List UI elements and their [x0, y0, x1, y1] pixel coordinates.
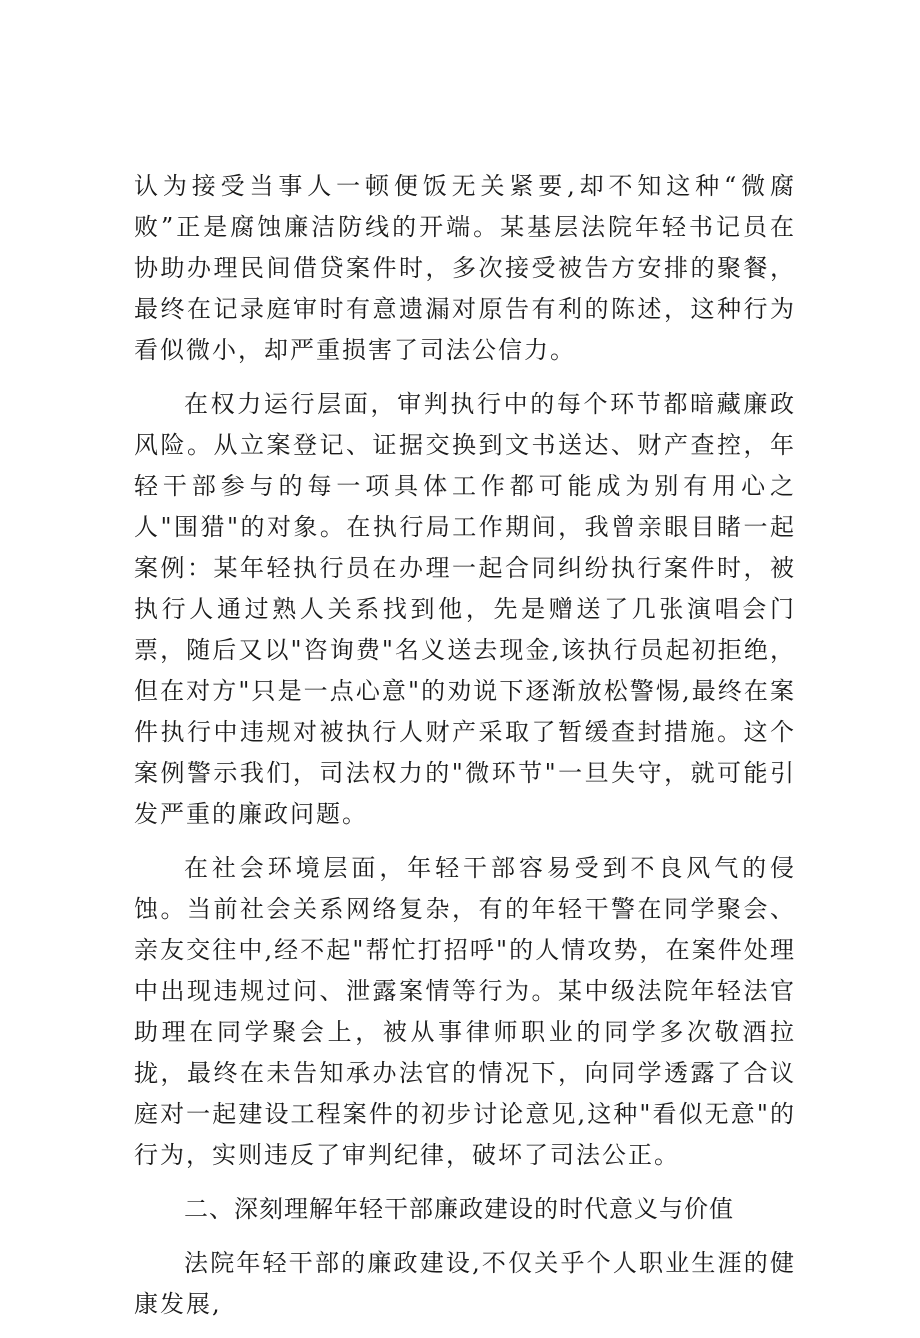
document-body [134, 166, 796, 1338]
paragraph-social-environment: 在社会环境层面，年轻干部容易受到不良风气的侵蚀。当前社会关系网络复杂，有的年轻干警在同学聚会、亲友交往中,经不起"帮忙打招呼"的人情攻势，在案件处理中出现违规过问、泄露案情等行为。某中级法院年轻法官助理在同学聚会上，被从事律师职业的同学多次敬酒拉拢，最终在未告知承办法官的情况下，向同学透露了合议庭对一起建设工程案件的初步讨论意见,这种"看似无意"的行为，实则违反了审判纪律，破坏了司法公正。 [134, 854, 796, 1169]
paragraph-significance: 法院年轻干部的廉政建设,不仅关乎个人职业生涯的健康发展, [134, 1249, 796, 1318]
section-heading: 二、深刻理解年轻干部廉政建设的时代意义与价值 [184, 1195, 734, 1223]
paragraph-power-operation: 在权力运行层面，审判执行中的每个环节都暗藏廉政风险。从立案登记、证据交换到文书送达、财产查控，年轻干部参与的每一项具体工作都可能成为别有用心之人"围猎"的对象。在执行局工作期间，我曾亲眼目睹一起案例：某年轻执行员在办理一起合同纠纷执行案件时，被执行人通过熟人关系找到他，先是赠送了几张演唱会门票，随后又以"咨询费"名义送去现金,该执行员起初拒绝，但在对方"只是一点心意"的劝说下逐渐放松警惕,最终在案件执行中违规对被执行人财产采取了暂缓查封措施。这个案例警示我们，司法权力的"微环节"一旦失守，就可能引发严重的廉政问题。 [134, 390, 796, 828]
paragraph-continuation: 认为接受当事人一顿便饭无关紧要,却不知这种“微腐败”正是腐蚀廉洁防线的开端。某基层法院年轻书记员在协助办理民间借贷案件时，多次接受被告方安排的聚餐，最终在记录庭审时有意遗漏对原告有利的陈述，这种行为看似微小，却严重损害了司法公信力。 [134, 172, 796, 364]
